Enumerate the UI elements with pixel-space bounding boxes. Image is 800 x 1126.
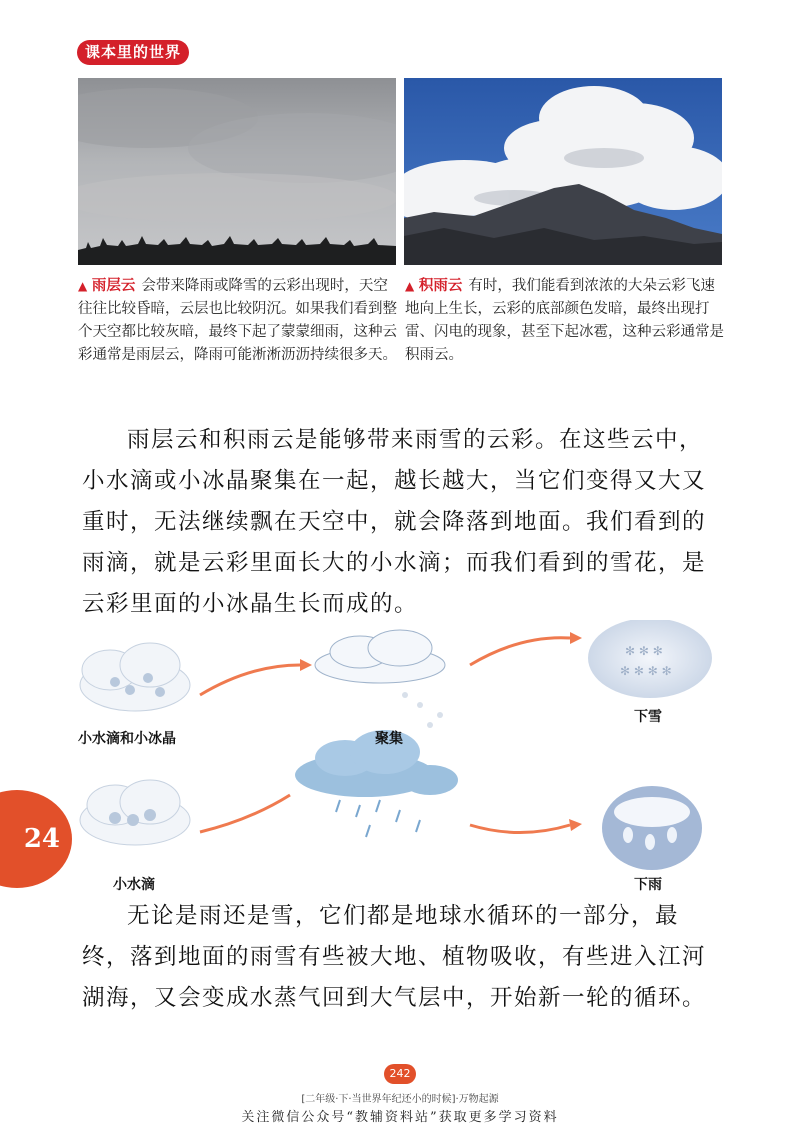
svg-text:✻ ✻ ✻: ✻ ✻ ✻ bbox=[625, 644, 663, 658]
nimbostratus-photo bbox=[78, 78, 396, 265]
label-snow: 下雪 bbox=[634, 709, 662, 725]
caption-term: 积雨云 bbox=[418, 278, 463, 294]
caption-cumulonimbus bbox=[405, 275, 727, 367]
side-page-number: 24 bbox=[0, 790, 72, 888]
droplet-cloud-icon bbox=[80, 780, 190, 845]
droplet-crystal-cloud-icon bbox=[80, 643, 190, 711]
water-cycle-diagram bbox=[0, 620, 800, 900]
footer-page-number: 242 bbox=[384, 1064, 416, 1084]
arrow-to-rain-cloud-icon bbox=[200, 795, 290, 832]
svg-text:✻ ✻ ✻ ✻: ✻ ✻ ✻ ✻ bbox=[620, 664, 672, 678]
section-tag: 课本里的世界 bbox=[77, 40, 189, 65]
snow-icon bbox=[588, 620, 712, 698]
caption-marker-icon: ▲ bbox=[405, 279, 415, 293]
footer-series: [二年级·下·当世界年纪还小的时候]·万物起源 bbox=[301, 1094, 499, 1105]
footer-wechat-notice: 关注微信公众号“教辅资料站”获取更多学习资料 bbox=[241, 1110, 559, 1125]
label-droplets: 小水滴 bbox=[113, 877, 155, 893]
rain-icon bbox=[602, 786, 702, 870]
caption-text: 会带来降雨或降雪的云彩出现时，天空往往比较昏暗，云层也比较阴沉。如果我们看到整个天空都比较灰暗，最终下起了蒙蒙细雨，这种云彩通常是雨层云，降雨可能淅淅沥沥持续很多天。 bbox=[78, 278, 397, 363]
caption-text: 有时，我们能看到浓浓的大朵云彩飞速地向上生长，云彩的底部颜色发暗，最终出现打雷、闪电的现象，甚至下起冰雹，这种云彩通常是积雨云。 bbox=[405, 278, 724, 363]
body-paragraph-2: 无论是雨还是雪，它们都是地球水循环的一部分，最终，落到地面的雨雪有些被大地、植物吸收，有些进入江河湖海，又会变成水蒸气回到大气层中，开始新一轮的循环。 bbox=[82, 903, 707, 1011]
arrow-to-gather-icon bbox=[200, 665, 300, 695]
cumulonimbus-photo bbox=[404, 78, 722, 265]
caption-marker-icon: ▲ bbox=[78, 279, 88, 293]
caption-term: 雨层云 bbox=[91, 278, 136, 294]
label-rain: 下雨 bbox=[634, 877, 662, 893]
arrow-to-rain-icon bbox=[470, 825, 570, 833]
arrow-to-snow-icon bbox=[470, 638, 570, 665]
label-droplets-crystals: 小水滴和小冰晶 bbox=[78, 731, 176, 747]
label-gather: 聚集 bbox=[375, 731, 403, 747]
caption-nimbostratus bbox=[78, 275, 398, 367]
gather-cloud-icon bbox=[315, 630, 445, 728]
body-paragraph-1: 雨层云和积雨云是能够带来雨雪的云彩。在这些云中，小水滴或小冰晶聚集在一起，越长越大，当它们变得又大又重时，无法继续飘在天空中，就会降落到地面。我们看到的雨滴，就是云彩里面长大的小水滴；而我们看到的雪花，是云彩里面的小冰晶生长而成的。 bbox=[82, 427, 707, 617]
